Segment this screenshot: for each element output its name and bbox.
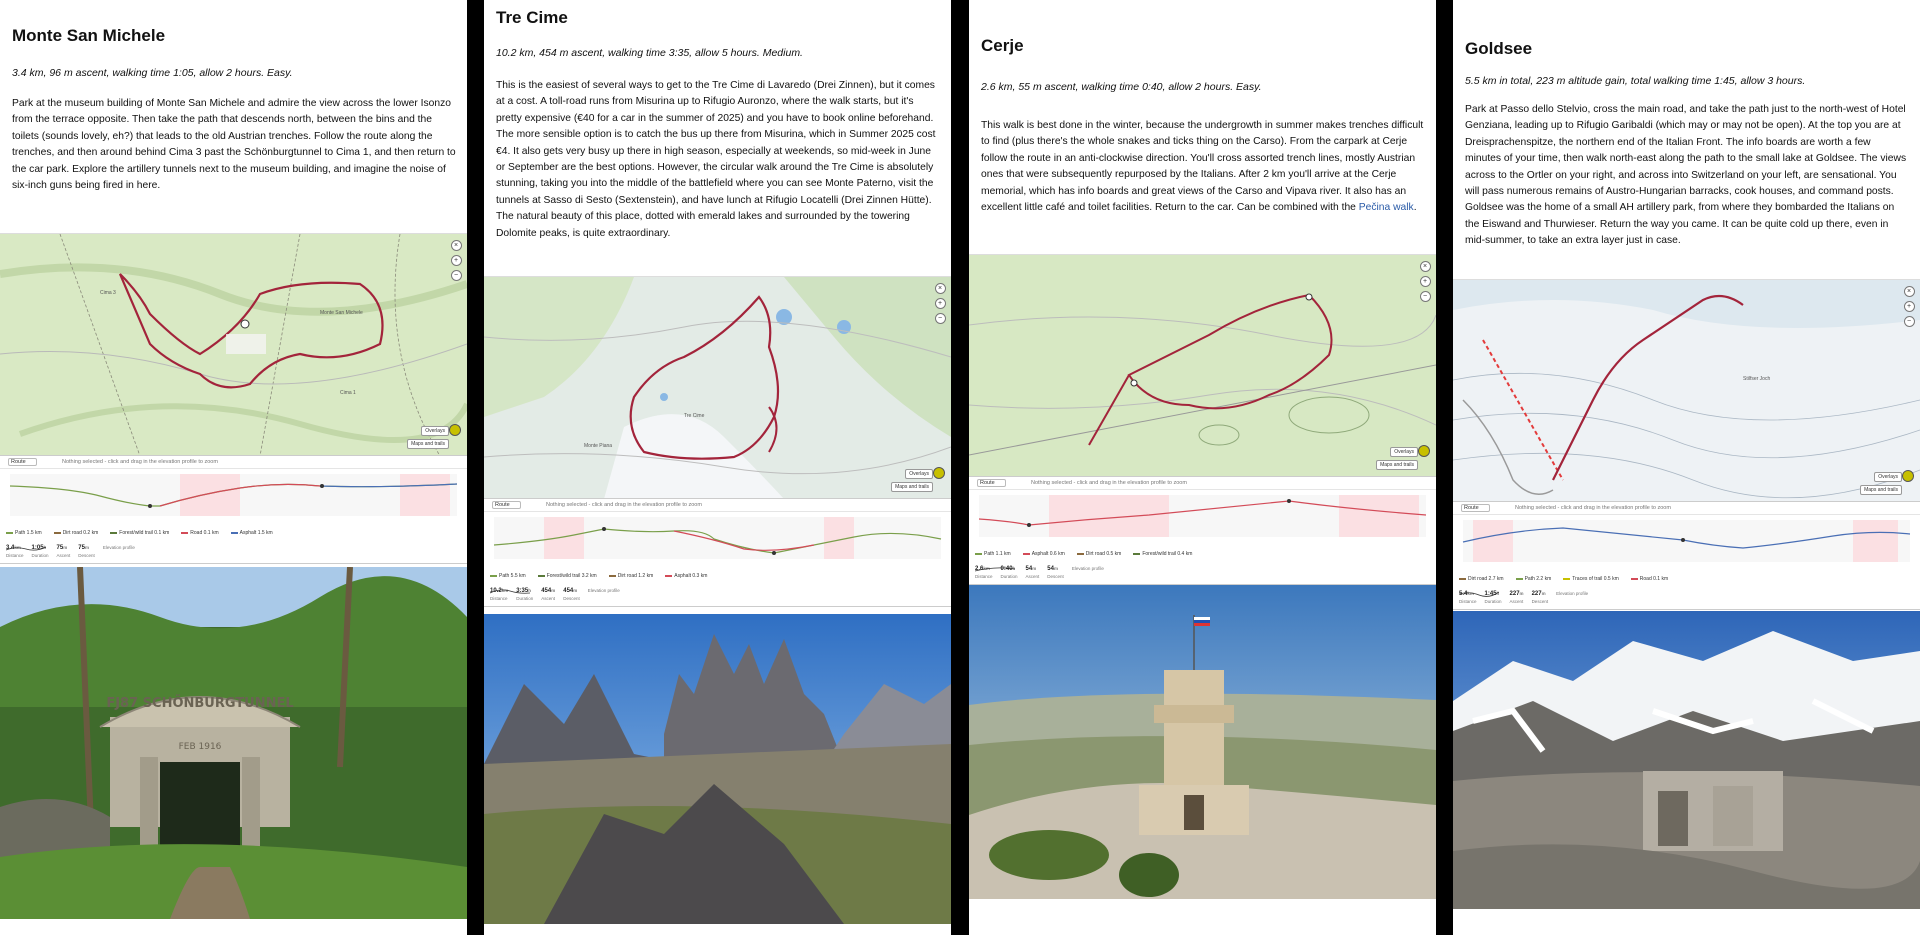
walk-panel-tre-cime: [484, 0, 951, 935]
locate-icon[interactable]: [449, 424, 461, 436]
walk-stats: 3.4 km, 96 m ascent, walking time 1:05, allow 2 hours. Easy.: [12, 67, 293, 79]
overlays-button[interactable]: Overlays: [1874, 472, 1902, 482]
zoom-out-icon[interactable]: −: [1420, 291, 1431, 302]
maps-button[interactable]: Maps and trails: [1860, 485, 1902, 495]
map-zoom-controls[interactable]: [1904, 286, 1914, 327]
zoom-in-icon[interactable]: +: [1904, 301, 1915, 312]
route-map[interactable]: [484, 276, 951, 499]
photo-goldsee-ruins: [1453, 611, 1920, 909]
elevation-profile[interactable]: [1453, 520, 1920, 562]
route-figures: 10.2km Distance 3:35h Duration 454m Ascent 454m Descent Elevation profile: [490, 588, 620, 601]
locate-icon[interactable]: [1902, 470, 1914, 482]
svg-text:Cima 3: Cima 3: [100, 290, 116, 296]
zoom-in-icon[interactable]: +: [1420, 276, 1431, 287]
overlays-button[interactable]: Overlays: [421, 426, 449, 436]
map-zoom-controls[interactable]: [451, 240, 461, 281]
route-figures: 2.6km Distance 0:40h Duration 54m Ascent 54m Descent Elevation profile: [975, 566, 1104, 579]
photo-cerje-memorial: [969, 585, 1436, 899]
route-figures: 5.4km Distance 1:45h Duration 227m Ascent 227m Descent Elevation profile: [1459, 591, 1589, 604]
svg-text:Stilfser Joch: Stilfser Joch: [1743, 376, 1771, 382]
walk-stats: 10.2 km, 454 m ascent, walking time 3:35, allow 5 hours. Medium.: [496, 47, 803, 59]
locate-icon[interactable]: [933, 467, 945, 479]
walk-description: This walk is best done in the winter, because the undergrowth in summer makes trenches difficult to find (plus there's the whole snakes and ticks thing on the Carso). From the carpark at Cerje follow the route in an anti-clockwise direction. You'll cross assorted trench lines, mostly Austrian ones that were subsequently repurposed by the Italians. After 2 km you'll arrive at the Cerje memorial, which has info boards and great views of the Carso and Vipava river. It also has an excellent little café and toilet facilities. Return to the car. Can be combined with the Pečina walk.: [981, 120, 1424, 214]
photo-tre-cime: [484, 614, 951, 924]
elevation-hint: Nothing selected - click and drag in the elevation profile to zoom: [546, 502, 702, 508]
walk-panel-cerje: [969, 0, 1436, 935]
elevation-profile[interactable]: [484, 517, 951, 559]
elevation-panel[interactable]: [0, 455, 467, 564]
walk-panel-goldsee: [1453, 0, 1920, 935]
elevation-panel[interactable]: [969, 476, 1436, 585]
photo-schonburgtunnel: [0, 567, 467, 919]
walk-title: Monte San Michele: [12, 26, 166, 45]
elevation-hint: Nothing selected - click and drag in the elevation profile to zoom: [1031, 480, 1187, 486]
route-select[interactable]: Route: [1461, 504, 1490, 512]
zoom-out-icon[interactable]: −: [935, 313, 946, 324]
svg-text:Monte Piana: Monte Piana: [584, 443, 613, 449]
locate-icon[interactable]: [1418, 445, 1430, 457]
walk-description: Park at Passo dello Stelvio, cross the main road, and take the path just to the north-west of Hotel Genziana, leading up to Rifugio Garibaldi (which may or may not be open). At the top you are at Dreisprachenspitze, the northern end of the Italian Front. The info boards are worth a few minutes of your time, then walk north-east along the path to the small lake at Goldsee. The views across to the Ortler on your right, and across into Switzerland on your left, are sensational. You will pass numerous remains of Austro-Hungarian barracks, cook houses, and command posts. Goldsee was the home of a small AH artillery park, from where they bombarded the Italians on the Eiswand and Thurwieser. Return the way you came. It can be quite cold up there, even in mid-summer, to take an extra layer just in case.: [1465, 104, 1907, 247]
zoom-in-icon[interactable]: +: [451, 255, 462, 266]
svg-text:FEB 1916: FEB 1916: [178, 742, 222, 752]
map-zoom-controls[interactable]: [1420, 261, 1430, 302]
elevation-panel[interactable]: [484, 498, 951, 607]
close-icon[interactable]: ×: [451, 240, 462, 251]
walk-title: Cerje: [981, 36, 1024, 55]
close-icon[interactable]: ×: [935, 283, 946, 294]
walk-stats: 2.6 km, 55 m ascent, walking time 0:40, allow 2 hours. Easy.: [981, 81, 1262, 93]
map-zoom-controls[interactable]: [935, 283, 945, 324]
maps-button[interactable]: Maps and trails: [407, 439, 449, 449]
svg-text:Cima 1: Cima 1: [340, 390, 356, 396]
walk-description: This is the easiest of several ways to get to the Tre Cime di Lavaredo (Drei Zinnen), but it comes at a cost. A toll-road runs from Misurina up to Rifugio Auronzo, where the walk starts, but it's pretty expensive (€40 for a car in the summer of 2025) and you have to book online beforehand. The more sensible option is to catch the bus up there from Misurina, which in Summer 2025 cost €4. It also gets very busy up there in high season, especially at weekends, so mid-week in June or September are the best options. However, the circular walk around the Tre Cime is absolutely stunning, taking you into the middle of the battlefield where you can see Monte Paterno, visit the tunnels at Sasso di Sesto (Sextenstein), and have lunch at Rifugio Locatelli (Drei Zinnen Hütte). The natural beauty of this place, dotted with emerald lakes and surrounded by the towering Dolomite peaks, is quite extraordinary.: [496, 80, 936, 239]
walk-title: Goldsee: [1465, 39, 1533, 58]
walk-panel-monte-san-michele: [0, 0, 467, 935]
maps-button[interactable]: Maps and trails: [891, 482, 933, 492]
route-map[interactable]: [0, 233, 467, 456]
route-figures: 3.4km Distance 1:05h Duration 75m Ascent 75m Descent Elevation profile: [6, 545, 135, 558]
svg-text:Tre Cime: Tre Cime: [684, 413, 705, 419]
zoom-in-icon[interactable]: +: [935, 298, 946, 309]
walk-description: Park at the museum building of Monte San Michele and admire the view across the lower Isonzo from the terrace opposite. Then take the path that descends north, between the bins and the toilets (sounds lovely, eh?) that leads to the old Austrian trenches. Follow the route along the trenches, and then around behind Cima 3 past the Schönburgtunnel to Cima 1, and then return to the car park. Explore the artillery tunnels next to the museum building, and imagine the noise of six-inch guns being fired in here.: [12, 98, 456, 192]
zoom-out-icon[interactable]: −: [451, 270, 462, 281]
surface-legend: Dirt road 2.7 km Path 2.2 km Traces of trail 0.5 km Road 0.1 km: [1459, 576, 1668, 582]
surface-legend: Path 1.1 km Asphalt 0.6 km Dirt road 0.5 km Forest/wild trail 0.4 km: [975, 551, 1192, 557]
elevation-panel[interactable]: [1453, 501, 1920, 610]
elevation-profile[interactable]: [0, 474, 467, 516]
maps-button[interactable]: Maps and trails: [1376, 460, 1418, 470]
route-select[interactable]: Route: [8, 458, 37, 466]
tunnel-inscription: FJ87 SCHÖNBURGTUNNEL: [106, 696, 294, 711]
overlays-button[interactable]: Overlays: [1390, 447, 1418, 457]
route-select[interactable]: Route: [977, 479, 1006, 487]
route-select[interactable]: Route: [492, 501, 521, 509]
route-map[interactable]: [969, 254, 1436, 477]
surface-legend: Path 5.5 km Forest/wild trail 3.2 km Dirt road 1.2 km Asphalt 0.3 km: [490, 573, 707, 579]
zoom-out-icon[interactable]: −: [1904, 316, 1915, 327]
overlays-button[interactable]: Overlays: [905, 469, 933, 479]
elevation-hint: Nothing selected - click and drag in the elevation profile to zoom: [1515, 505, 1671, 511]
svg-text:Monte San Michele: Monte San Michele: [320, 310, 363, 316]
route-map[interactable]: [1453, 279, 1920, 502]
pecina-walk-link[interactable]: Pečina walk: [1358, 202, 1414, 214]
close-icon[interactable]: ×: [1904, 286, 1915, 297]
close-icon[interactable]: ×: [1420, 261, 1431, 272]
walk-stats: 5.5 km in total, 223 m altitude gain, total walking time 1:45, allow 3 hours.: [1465, 75, 1806, 87]
elevation-hint: Nothing selected - click and drag in the elevation profile to zoom: [62, 459, 218, 465]
elevation-profile[interactable]: [969, 495, 1436, 537]
walk-title: Tre Cime: [496, 8, 568, 27]
surface-legend: Path 1.5 km Dirt road 0.2 km Forest/wild trail 0.1 km Road 0.1 km Asphalt 1.5 km: [6, 530, 273, 536]
